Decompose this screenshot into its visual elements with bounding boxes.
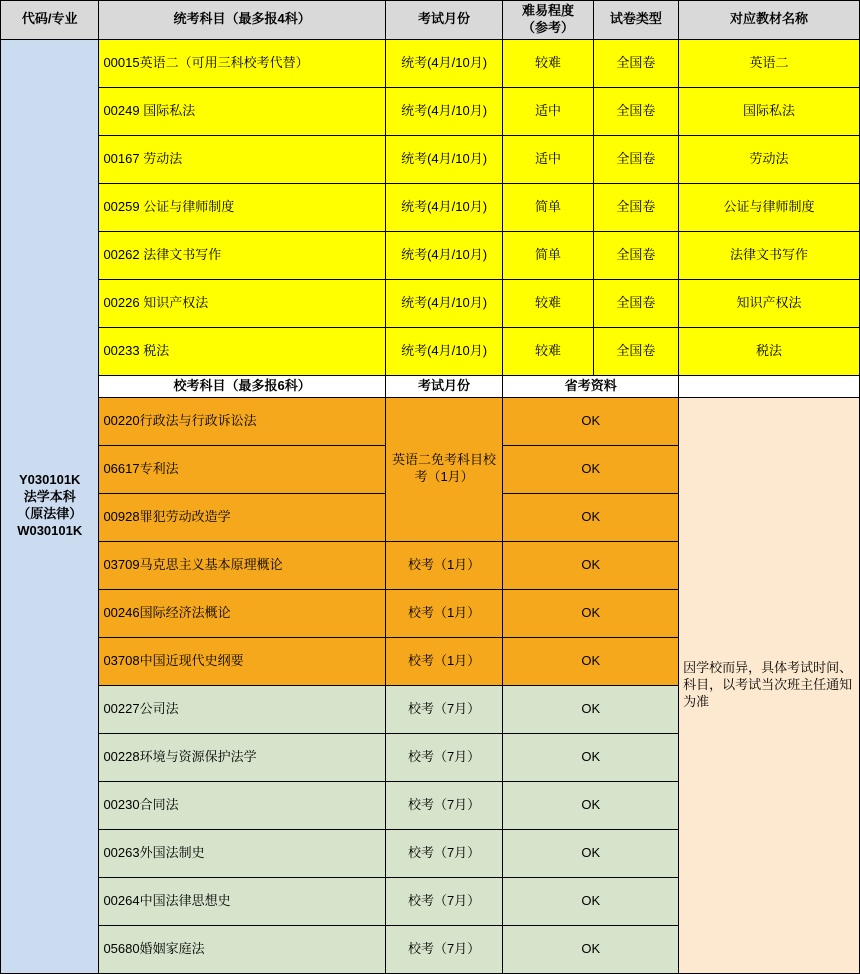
unified-month: 统考(4月/10月) <box>385 327 503 375</box>
school-material: OK <box>503 925 679 973</box>
school-subject: 00230合同法 <box>99 781 385 829</box>
unified-subject: 00233 税法 <box>99 327 385 375</box>
table-row <box>1 279 860 327</box>
unified-paper-type: 全国卷 <box>593 39 678 87</box>
unified-textbook: 英语二 <box>679 39 860 87</box>
table-row <box>1 183 860 231</box>
school-material: OK <box>503 781 679 829</box>
school-month: 校考（1月） <box>385 589 503 637</box>
school-subject: 00264中国法律思想史 <box>99 877 385 925</box>
major-alt-name: （原法律） <box>17 506 83 522</box>
unified-paper-type: 全国卷 <box>593 231 678 279</box>
school-month: 校考（7月） <box>385 877 503 925</box>
school-material: OK <box>503 541 679 589</box>
school-material: OK <box>503 397 679 445</box>
school-subject: 00928罪犯劳动改造学 <box>99 493 385 541</box>
table-header-row <box>1 1 860 40</box>
school-material: OK <box>503 877 679 925</box>
school-material: OK <box>503 445 679 493</box>
note-cell: 因学校而异，具体考试时间、科目，以考试当次班主任通知为准 <box>679 397 860 973</box>
unified-month: 统考(4月/10月) <box>385 279 503 327</box>
table-row <box>1 87 860 135</box>
school-subject: 03708中国近现代史纲要 <box>99 637 385 685</box>
unified-difficulty: 较难 <box>503 39 593 87</box>
unified-paper-type: 全国卷 <box>593 327 678 375</box>
school-subject: 00246国际经济法概论 <box>99 589 385 637</box>
header-difficulty-line2: （参考） <box>522 19 575 35</box>
school-month: 校考（7月） <box>385 829 503 877</box>
table-row <box>1 231 860 279</box>
school-subject: 00220行政法与行政诉讼法 <box>99 397 385 445</box>
unified-subject: 00226 知识产权法 <box>99 279 385 327</box>
school-month: 校考（7月） <box>385 781 503 829</box>
unified-subject: 00167 劳动法 <box>99 135 385 183</box>
header-textbook: 对应教材名称 <box>679 1 860 40</box>
table-row <box>1 397 860 445</box>
unified-difficulty: 较难 <box>503 327 593 375</box>
header-paper-type: 试卷类型 <box>593 1 678 40</box>
school-month: 校考（7月） <box>385 685 503 733</box>
unified-paper-type: 全国卷 <box>593 87 678 135</box>
unified-subject: 00259 公证与律师制度 <box>99 183 385 231</box>
unified-textbook: 知识产权法 <box>679 279 860 327</box>
unified-subject: 00249 国际私法 <box>99 87 385 135</box>
unified-paper-type: 全国卷 <box>593 279 678 327</box>
table-row <box>1 39 860 87</box>
subheader-province-material: 省考资料 <box>503 375 679 397</box>
major-code-2: W030101K <box>17 523 83 539</box>
table-row <box>1 327 860 375</box>
unified-month: 统考(4月/10月) <box>385 231 503 279</box>
school-material: OK <box>503 637 679 685</box>
subheader-exam-month: 考试月份 <box>385 375 503 397</box>
school-subject: 00228环境与资源保护法学 <box>99 733 385 781</box>
unified-difficulty: 较难 <box>503 279 593 327</box>
header-code-major: 代码/专业 <box>1 1 99 40</box>
school-subject: 03709马克思主义基本原理概论 <box>99 541 385 589</box>
header-difficulty <box>503 1 593 40</box>
unified-paper-type: 全国卷 <box>593 135 678 183</box>
school-subject: 00263外国法制史 <box>99 829 385 877</box>
unified-textbook: 税法 <box>679 327 860 375</box>
major-name: 法学本科 <box>23 489 76 505</box>
unified-difficulty: 适中 <box>503 87 593 135</box>
school-month: 校考（1月） <box>385 541 503 589</box>
school-month: 校考（7月） <box>385 733 503 781</box>
school-material: OK <box>503 829 679 877</box>
unified-month: 统考(4月/10月) <box>385 135 503 183</box>
major-cell <box>1 39 99 973</box>
unified-textbook: 法律文书写作 <box>679 231 860 279</box>
unified-paper-type: 全国卷 <box>593 183 678 231</box>
unified-textbook: 劳动法 <box>679 135 860 183</box>
header-difficulty-line1: 难易程度 <box>522 3 575 18</box>
school-material: OK <box>503 589 679 637</box>
unified-subject: 00015英语二（可用三科校考代替） <box>99 39 385 87</box>
unified-textbook: 国际私法 <box>679 87 860 135</box>
table-row <box>1 135 860 183</box>
school-subheader-row <box>1 375 860 397</box>
school-subject: 05680婚姻家庭法 <box>99 925 385 973</box>
school-material: OK <box>503 733 679 781</box>
unified-month: 统考(4月/10月) <box>385 87 503 135</box>
unified-difficulty: 简单 <box>503 231 593 279</box>
subheader-school-subject: 校考科目（最多报6科） <box>99 375 385 397</box>
unified-month: 统考(4月/10月) <box>385 183 503 231</box>
school-month-group: 英语二免考科目校考（1月） <box>385 397 503 541</box>
school-subject: 00227公司法 <box>99 685 385 733</box>
school-month: 校考（7月） <box>385 925 503 973</box>
school-material: OK <box>503 493 679 541</box>
major-code-1: Y030101K <box>19 472 81 488</box>
school-material: OK <box>503 685 679 733</box>
unified-difficulty: 简单 <box>503 183 593 231</box>
unified-subject: 00262 法律文书写作 <box>99 231 385 279</box>
school-subject: 06617专利法 <box>99 445 385 493</box>
unified-textbook: 公证与律师制度 <box>679 183 860 231</box>
school-month: 校考（1月） <box>385 637 503 685</box>
subheader-empty <box>679 375 860 397</box>
unified-difficulty: 适中 <box>503 135 593 183</box>
unified-month: 统考(4月/10月) <box>385 39 503 87</box>
header-exam-month: 考试月份 <box>385 1 503 40</box>
header-unified-subject: 统考科目（最多报4科） <box>99 1 385 40</box>
